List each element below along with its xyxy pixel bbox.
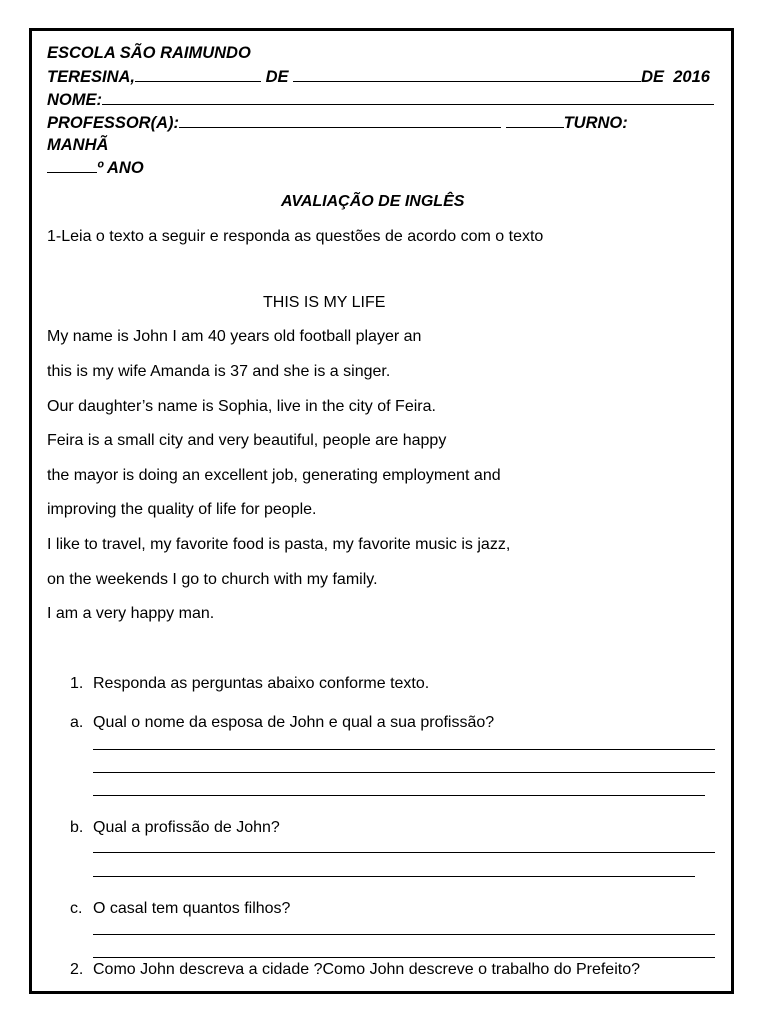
answer-line-a-2[interactable] — [93, 772, 715, 773]
question-a-text: Qual o nome da esposa de John e qual a sua profissão? — [93, 714, 495, 731]
answer-line-b-2[interactable] — [93, 876, 695, 877]
name-label: NOME: — [47, 91, 102, 109]
question-2-text: Como John descreva a cidade ?Como John descreve o trabalho do Prefeito? — [93, 961, 640, 978]
answer-line-a-3[interactable] — [93, 795, 705, 796]
text-line: on the weekends I go to church with my family. — [47, 571, 378, 588]
month-blank[interactable] — [293, 67, 641, 82]
text-line: improving the quality of life for people. — [47, 501, 317, 518]
grade-blank[interactable] — [47, 158, 97, 173]
teacher-blank[interactable] — [179, 113, 501, 128]
de-label-2: DE — [641, 68, 665, 86]
teacher-line — [47, 113, 628, 133]
de-label-1: DE — [265, 68, 289, 86]
question-c-marker: c. — [70, 900, 83, 917]
text-line: I am a very happy man. — [47, 605, 215, 622]
text-line: the mayor is doing an excellent job, generating employment and — [47, 467, 501, 484]
question-b-text: Qual a profissão de John? — [93, 819, 280, 836]
day-blank[interactable] — [135, 67, 261, 82]
answer-line-c-1[interactable] — [93, 934, 715, 935]
teacher-label: PROFESSOR(A): — [47, 114, 179, 132]
question-b-marker: b. — [70, 819, 84, 836]
answer-line-a-1[interactable] — [93, 749, 715, 750]
name-blank[interactable] — [102, 90, 714, 105]
question-c-text: O casal tem quantos filhos? — [93, 900, 291, 917]
text-line: My name is John I am 40 years old football player an — [47, 328, 422, 345]
grade-label: º ANO — [97, 159, 144, 177]
question-1-text: Responda as perguntas abaixo conforme texto. — [93, 675, 430, 692]
date-line — [47, 67, 710, 87]
question-1-marker: 1. — [70, 675, 84, 692]
exam-title: AVALIAÇÃO DE INGLÊS — [281, 193, 465, 210]
name-line — [47, 90, 714, 110]
answer-line-b-1[interactable] — [93, 852, 715, 853]
text-line: Feira is a small city and very beautiful, people are happy — [47, 432, 447, 449]
shift-blank[interactable] — [506, 113, 564, 128]
text-line: I like to travel, my favorite food is pasta, my favorite music is jazz, — [47, 536, 511, 553]
grade-line — [47, 158, 144, 178]
answer-line-c-2[interactable] — [93, 957, 715, 958]
text-line: this is my wife Amanda is 37 and she is a singer. — [47, 363, 391, 380]
shift-value: MANHÃ — [47, 136, 109, 154]
instruction: 1-Leia o texto a seguir e responda as questões de acordo com o texto — [47, 228, 544, 245]
text-title: THIS IS MY LIFE — [263, 294, 386, 311]
year-value: 2016 — [673, 68, 710, 86]
shift-label: TURNO: — [563, 114, 628, 132]
city-label: TERESINA, — [47, 68, 136, 86]
school-name: ESCOLA SÃO RAIMUNDO — [47, 44, 251, 62]
text-line: Our daughter’s name is Sophia, live in the city of Feira. — [47, 398, 436, 415]
question-a-marker: a. — [70, 714, 84, 731]
question-2-marker: 2. — [70, 961, 84, 978]
